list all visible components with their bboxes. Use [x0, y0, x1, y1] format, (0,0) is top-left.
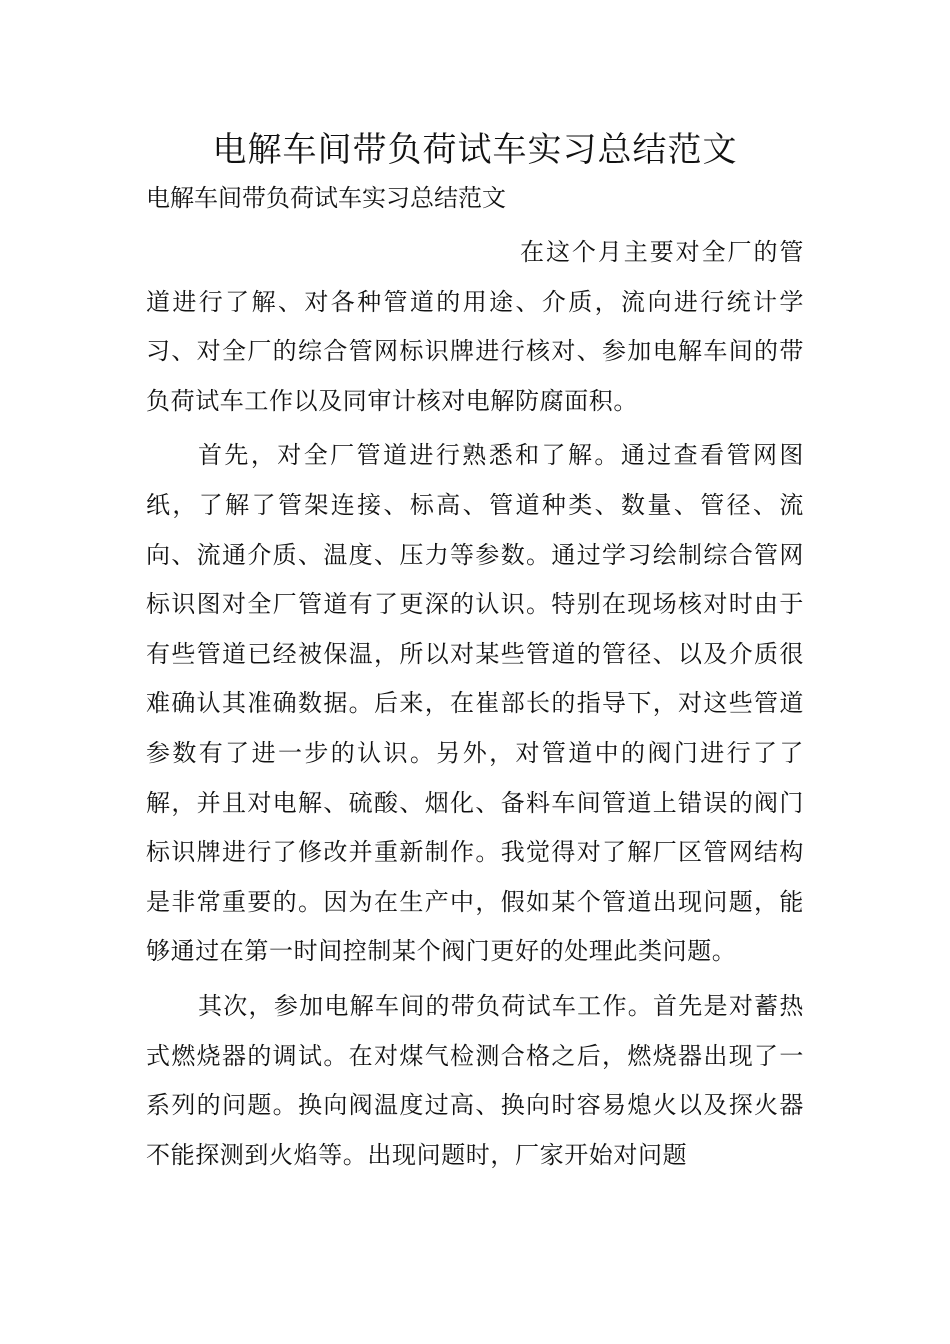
paragraph-pipeline: 首先，对全厂管道进行熟悉和了解。通过查看管网图纸，了解了管架连接、标高、管道种类、数量、管径、流向、流通介质、温度、压力等参数。通过学习绘制综合管网标识图对全厂管道有了更深的认识。特别在现场核对时由于有些管道已经被保温，所以对某些管道的管径、以及介质很难确认其准确数据。后来，在崔部长的指导下，对这些管道参数有了进一步的认识。另外，对管道中的阀门进行了了解，并且对电解、硫酸、烟化、备料车间管道上错误的阀门标识牌进行了修改并重新制作。我觉得对了解厂区管网结构是非常重要的。因为在生产中，假如某个管道出现问题，能够通过在第一时间控制某个阀门更好的处理此类问题。 — [146, 441, 804, 966]
paragraph-intro: 在这个月主要对全厂的管道进行了解、对各种管道的用途、介质，流向进行统计学习、对全厂的综合管网标识牌进行核对、参加电解车间的带负荷试车工作以及同审计核对电解防腐面积。 — [146, 238, 804, 415]
document-subtitle: 电解车间带负荷试车实习总结范文 — [146, 184, 506, 212]
document-title: 电解车间带负荷试车实习总结范文 — [212, 130, 738, 170]
paragraph-trial-run: 其次，参加电解车间的带负荷试车工作。首先是对蓄热式燃烧器的调试。在对煤气检测合格之后，燃烧器出现了一系列的问题。换向阀温度过高、换向时容易熄火以及探火器不能探测到火焰等。出现问题时，厂家开始对问题 — [146, 991, 804, 1169]
document-body — [146, 228, 804, 1180]
